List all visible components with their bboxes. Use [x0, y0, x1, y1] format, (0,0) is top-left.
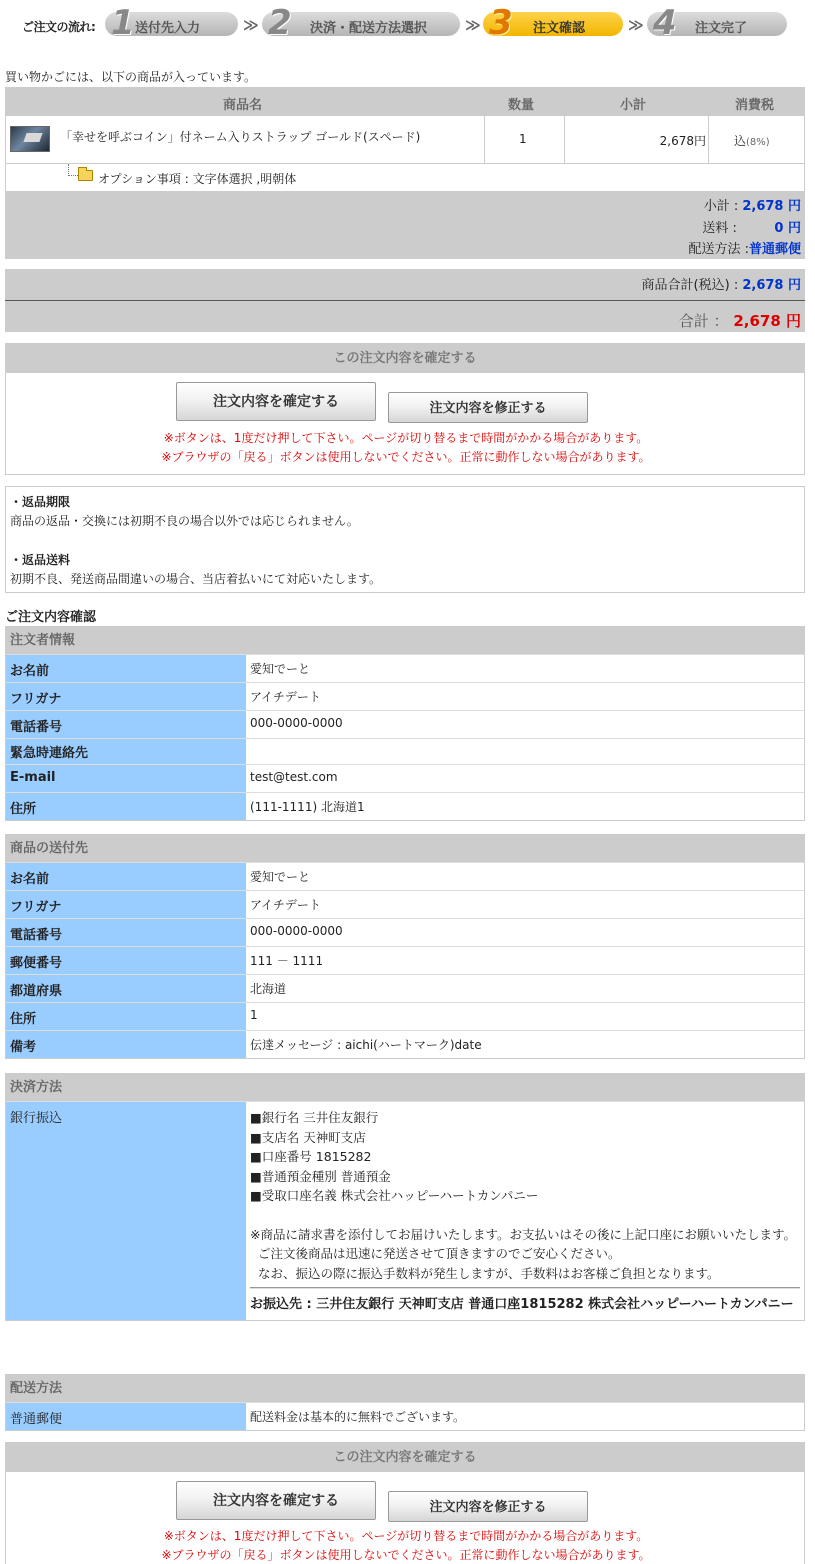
- shipto-info-table: [5, 834, 805, 1059]
- confirm-title: この注文内容を確定する: [6, 344, 804, 373]
- table-row: フリガナ アイチデート: [6, 890, 804, 918]
- header-tax: 消費税: [735, 98, 775, 113]
- transfer-destination: お振込先 : 三井住友銀行 天神町支店 普通口座1815282 株式会社ハッピーハートカンパニー: [250, 1297, 794, 1312]
- shipping-value: 0 円: [774, 221, 801, 236]
- confirm-order-button[interactable]: 注文内容を確定する: [176, 382, 376, 421]
- shipto-info-title: 商品の送付先: [6, 835, 804, 862]
- confirm-order-button-bottom[interactable]: 注文内容を確定する: [176, 1481, 376, 1520]
- table-row: 住所 1: [6, 1002, 804, 1030]
- modify-order-button-bottom[interactable]: 注文内容を修正する: [388, 1491, 588, 1522]
- header-quantity: 数量: [508, 98, 535, 113]
- cart-summary: [5, 191, 805, 259]
- step-3-current: [483, 3, 623, 43]
- table-row: フリガナ アイチデート: [6, 682, 804, 710]
- confirm-box-bottom: [5, 1442, 805, 1564]
- header-product-name: 商品名: [223, 98, 263, 113]
- warning-once: ※ボタンは、1度だけ押して下さい。ページが切り替るまで時間がかかる場合があります。: [163, 1529, 649, 1543]
- returns-policy: [5, 486, 805, 593]
- delivery-info-title: 配送方法: [6, 1375, 804, 1402]
- payment-note-2: ご注文後商品は迅速に発送させて頂きますのでご安心ください。: [258, 1246, 621, 1261]
- table-row: お名前 愛知でーと: [6, 862, 804, 890]
- subtotal-line: 小計 : 2,678 円: [703, 199, 801, 214]
- cart-table: [5, 87, 805, 259]
- cart-option-row: [5, 164, 805, 191]
- table-row: 電話番号 000-0000-0000: [6, 710, 804, 738]
- table-row: 都道府県 北海道: [6, 974, 804, 1002]
- warning-back: ※ブラウザの「戻る」ボタンは使用しないでください。正常に動作しない場合があります。: [161, 1548, 651, 1562]
- account-number: ■口座番号 1815282: [250, 1149, 372, 1164]
- orderer-info-table: [5, 626, 805, 821]
- table-row: 備考 伝達メッセージ : aichi(ハートマーク)date: [6, 1030, 804, 1058]
- confirm-title: この注文内容を確定する: [6, 1443, 804, 1472]
- step-4: [647, 3, 787, 43]
- product-name: 「幸せを呼ぶコイン」付ネーム入りストラップ ゴールド(スペード): [60, 130, 421, 144]
- return-fee-title: ・返品送料: [10, 553, 71, 567]
- product-quantity: 1: [519, 132, 527, 146]
- modify-order-button[interactable]: 注文内容を修正する: [388, 392, 588, 423]
- product-subtotal: 2,678円: [659, 134, 706, 148]
- table-row: [6, 1101, 804, 1320]
- return-period-text: 商品の返品・交換には初期不良の場合以外では応じられません。: [10, 514, 359, 528]
- account-holder: ■受取口座名義 株式会社ハッピーハートカンパニー: [250, 1188, 539, 1203]
- delivery-info-table: [5, 1374, 805, 1431]
- step-number: 3: [489, 3, 513, 43]
- payment-info-table: [5, 1073, 805, 1321]
- warning-back: ※ブラウザの「戻る」ボタンは使用しないでください。正常に動作しない場合があります。: [161, 450, 651, 464]
- table-row: [6, 1402, 804, 1430]
- tree-connector: [68, 164, 78, 176]
- step-label: 送付先入力: [135, 21, 201, 36]
- payment-note-3: なお、振込の際に振込手数料が発生しますが、手数料はお客様ご負担となります。: [258, 1265, 720, 1281]
- cart-intro: 買い物かごには、以下の商品が入っています。: [5, 70, 257, 84]
- orderer-info-title: 注文者情報: [6, 627, 804, 654]
- delivery-method-value: 普通郵便: [748, 242, 801, 257]
- folder-icon: [78, 170, 93, 181]
- order-flow-steps: [0, 4, 815, 44]
- step-1: [105, 3, 238, 43]
- table-row: 住所 (111-1111) 北海道1: [6, 792, 804, 820]
- product-tax: 込(8%): [734, 134, 770, 148]
- table-row: 電話番号 000-0000-0000: [6, 918, 804, 946]
- payment-note: ※商品に請求書を添付してお届けいたします。お支払いはその後に上記口座にお願いいたします。: [250, 1226, 796, 1242]
- warning-once: ※ボタンは、1度だけ押して下さい。ページが切り替るまで時間がかかる場合があります。: [163, 431, 649, 445]
- confirm-box-top: [5, 343, 805, 475]
- shipping-line: 送料 : 0 円: [702, 217, 801, 236]
- step-number: 1: [111, 3, 135, 43]
- goods-total-line: 商品合計(税込) : 2,678 円: [641, 278, 801, 293]
- grand-total-value: 2,678 円: [733, 312, 801, 330]
- chevron-right-icon: ≫: [465, 16, 477, 34]
- step-label: 注文確認: [533, 21, 586, 36]
- subtotal-value: 2,678 円: [742, 199, 801, 214]
- return-period-title: ・返品期限: [10, 495, 71, 509]
- table-row: E-mail test@test.com: [6, 764, 804, 792]
- order-confirm-title: ご注文内容確認: [5, 610, 97, 625]
- delivery-note: 配送料金は基本的に無料でございます。: [250, 1410, 466, 1424]
- return-fee-text: 初期不良、発送商品間違いの場合、当店着払いにて対応いたします。: [10, 572, 382, 586]
- order-total: [5, 269, 805, 332]
- bank-name: ■銀行名 三井住友銀行: [250, 1110, 379, 1125]
- table-row: お名前 愛知でーと: [6, 654, 804, 682]
- payment-info-title: 決済方法: [6, 1074, 804, 1101]
- chevron-right-icon: ≫: [628, 16, 640, 34]
- flow-label: ご注文の流れ:: [22, 20, 96, 34]
- table-row: 緊急時連絡先: [6, 738, 804, 764]
- delivery-method: 普通郵便: [6, 1403, 246, 1430]
- step-2: [262, 3, 460, 43]
- table-row: 郵便番号 111 － 1111: [6, 946, 804, 974]
- step-label: 決済・配送方法選択: [310, 21, 428, 36]
- branch-name: ■支店名 天神町支店: [250, 1129, 366, 1145]
- delivery-method-line: 配送方法 :普通郵便: [688, 242, 801, 257]
- cart-item-row: [5, 116, 805, 164]
- account-type: ■普通預金種別 普通預金: [250, 1168, 391, 1184]
- cart-header: [5, 87, 805, 116]
- product-option: オプション事項 : 文字体選択 ,明朝体: [98, 172, 297, 186]
- step-label: 注文完了: [695, 21, 748, 36]
- header-subtotal: 小計: [620, 98, 647, 113]
- chevron-right-icon: ≫: [243, 16, 255, 34]
- step-number: 4: [653, 3, 677, 43]
- grand-total-line: 合計 ： 2,678 円: [678, 312, 801, 330]
- step-number: 2: [268, 3, 292, 43]
- payment-method: 銀行振込: [6, 1102, 246, 1320]
- product-thumbnail[interactable]: [10, 126, 50, 152]
- goods-total-value: 2,678 円: [742, 278, 801, 293]
